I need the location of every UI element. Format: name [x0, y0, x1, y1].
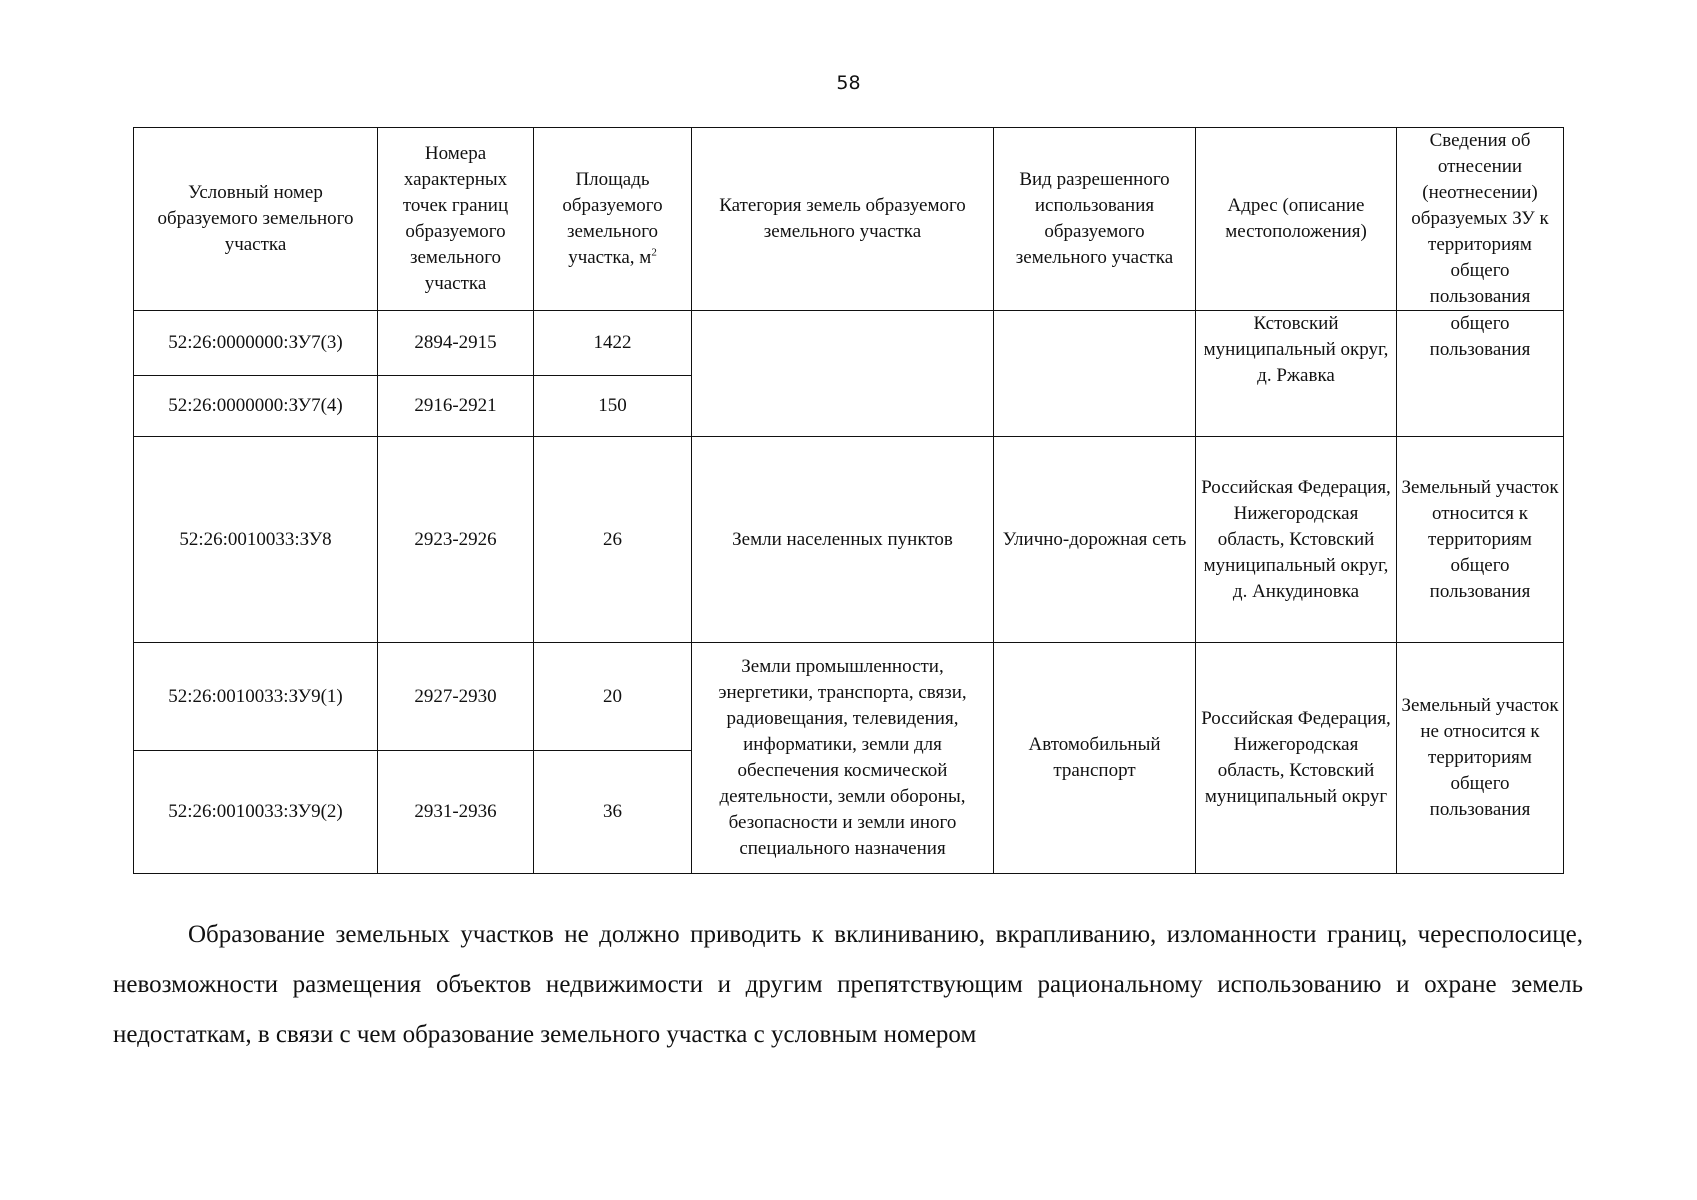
body-paragraph: Образование земельных участков не должно приводить к вклиниванию, вкрапливанию, изломанности границ, чересполосице, невозможности размещения объектов недвижимости и другим препятствующим рациональному использованию и охране земель недостаткам, в связи с чем образование земельного участка с условным номером: [113, 921, 1583, 1048]
header-public: Сведения об отнесении (неотнесении) образуемых ЗУ к территориям общего пользования: [1397, 128, 1564, 311]
cell-area: 1422: [534, 311, 692, 376]
cell-address: Российская Федерация, Нижегородская область, Кстовский муниципальный округ, д. Анкудиновка: [1196, 437, 1397, 643]
cell-points: 2916-2921: [378, 376, 534, 437]
cell-points: 2894-2915: [378, 311, 534, 376]
table-header-row: [134, 128, 1564, 311]
header-area: [534, 128, 692, 311]
cell-category: Земли населенных пунктов: [692, 437, 994, 643]
cell-address: Кстовский муниципальный округ, д. Ржавка: [1196, 311, 1397, 437]
cell-points: 2931-2936: [378, 751, 534, 874]
cell-category: Земли промышленности, энергетики, транспорта, связи, радиовещания, телевидения, информатики, земли для обеспечения космической деятельности, земли обороны, безопасности и земли иного специального назначения: [692, 643, 994, 874]
header-address: Адрес (описание местоположения): [1196, 128, 1397, 311]
cell-public: Земельный участок не относится к территориям общего пользования: [1397, 643, 1564, 874]
cell-category-empty: [692, 311, 994, 437]
cell-number: 52:26:0000000:ЗУ7(4): [134, 376, 378, 437]
page-number: 58: [836, 72, 861, 94]
cell-number: 52:26:0000000:ЗУ7(3): [134, 311, 378, 376]
cell-public: Земельный участок относится к территориям общего пользования: [1397, 437, 1564, 643]
header-area-sup: 2: [651, 246, 657, 259]
header-points: Номера характерных точек границ образуемого земельного участка: [378, 128, 534, 311]
header-area-text: Площадь образуемого земельного участка, м: [562, 169, 663, 268]
cell-points: 2927-2930: [378, 643, 534, 751]
cell-use: Улично-дорожная сеть: [994, 437, 1196, 643]
cell-public: общего пользования: [1397, 311, 1564, 437]
header-category: Категория земель образуемого земельного участка: [692, 128, 994, 311]
cell-area: 20: [534, 643, 692, 751]
cell-number: 52:26:0010033:ЗУ9(1): [134, 643, 378, 751]
header-use: Вид разрешенного использования образуемого земельного участка: [994, 128, 1196, 311]
land-plots-table: [133, 127, 1564, 874]
cell-area: 150: [534, 376, 692, 437]
cell-number: 52:26:0010033:ЗУ9(2): [134, 751, 378, 874]
table-row: [134, 643, 1564, 751]
cell-number: 52:26:0010033:ЗУ8: [134, 437, 378, 643]
table-row: [134, 437, 1564, 643]
cell-points: 2923-2926: [378, 437, 534, 643]
header-number: Условный номер образуемого земельного участка: [134, 128, 378, 311]
cell-area: 26: [534, 437, 692, 643]
cell-address: Российская Федерация, Нижегородская область, Кстовский муниципальный округ: [1196, 643, 1397, 874]
cell-use: Автомобильный транспорт: [994, 643, 1196, 874]
cell-area: 36: [534, 751, 692, 874]
cell-use-empty: [994, 311, 1196, 437]
table-row: [134, 311, 1564, 376]
